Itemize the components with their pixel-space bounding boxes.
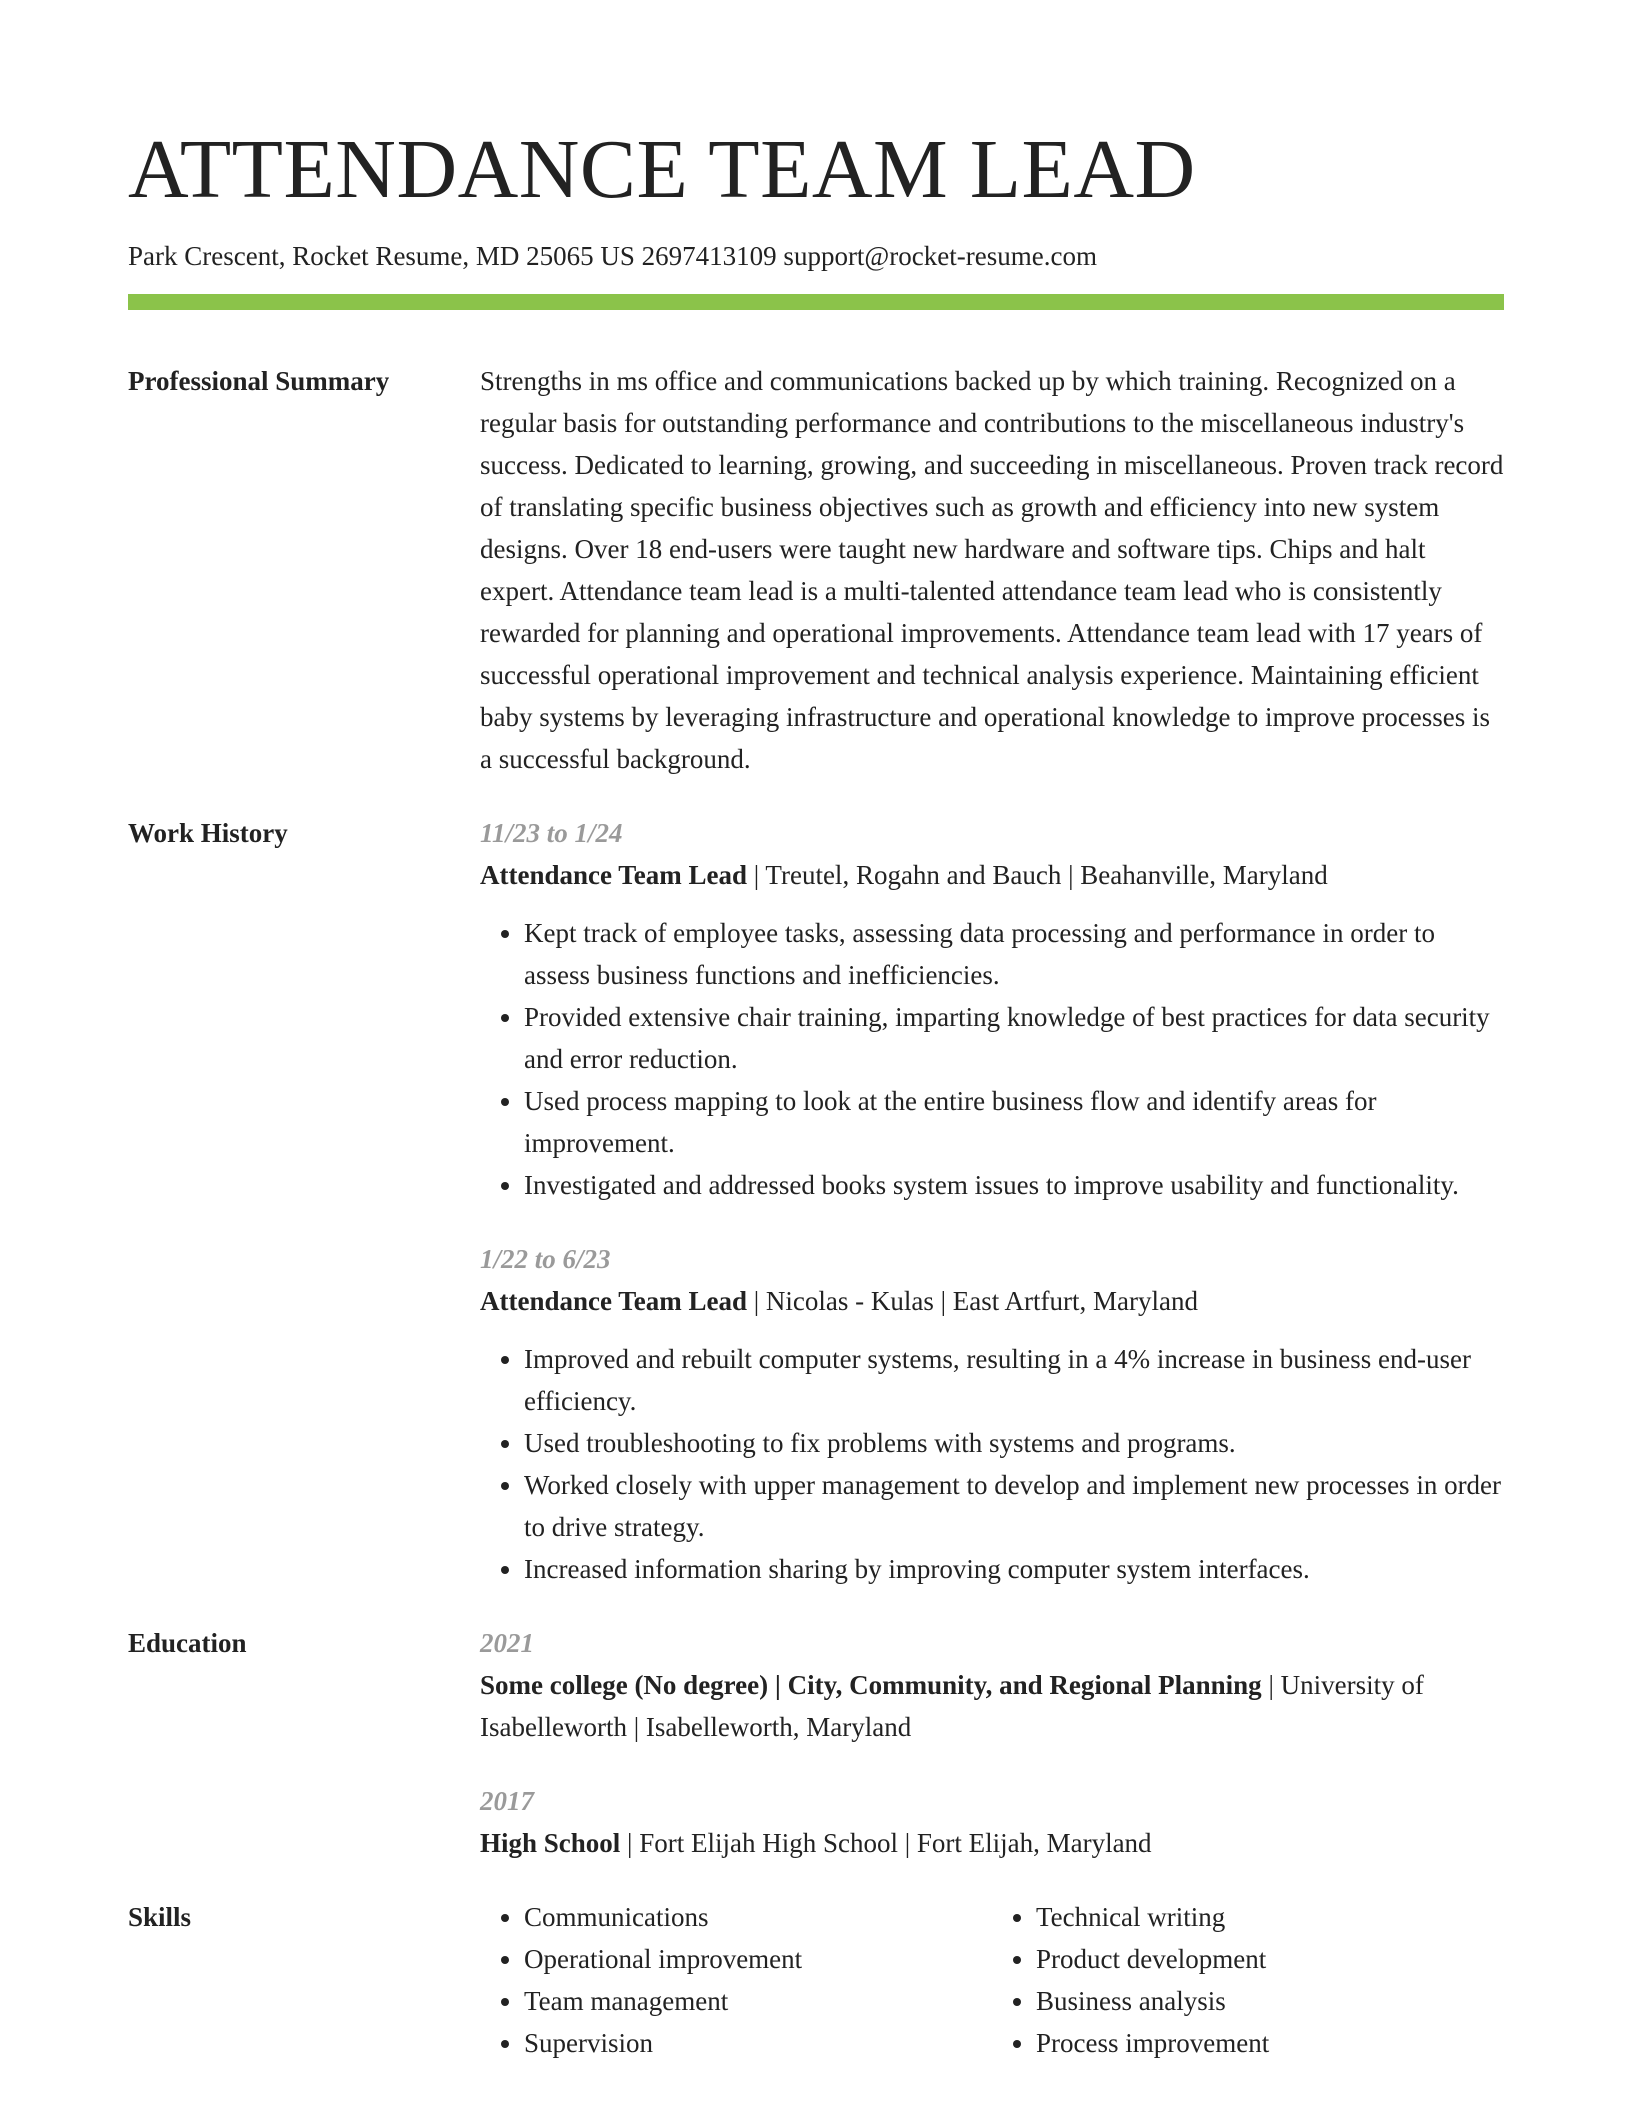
list-item: • Product development (1036, 1938, 1504, 1980)
job-heading (480, 854, 1504, 896)
list-item: • Communications (524, 1896, 992, 1938)
section-title-work: Work History (128, 818, 288, 848)
summary-text: Strengths in ms office and communications backed up by which training. Recognized on a regular basis for outstanding performance and contributions to the miscellaneous industry's success. Dedicated to learning, growing, and succeeding in miscellaneous. Proven track record of translating specific business objectives such as growth and efficiency into new system designs. Over 18 end-users were taught new hardware and software tips. Chips and halt expert. Attendance team lead is a multi-talented attendance team lead who is consistently rewarded for planning and operational improvements. Attendance team lead with 17 years of successful operational improvement and technical analysis experience. Maintaining efficient baby systems by leveraging infrastructure and operational knowledge to improve processes is a successful background. (480, 366, 1504, 774)
accent-divider (128, 294, 1504, 310)
list-item: • Investigated and addressed books system issues to improve usability and functionality. (524, 1164, 1504, 1206)
education-year: 2021 (480, 1628, 534, 1658)
job-bullets (480, 912, 1504, 1206)
education-entry (480, 1622, 1504, 1748)
section-title-summary: Professional Summary (128, 366, 390, 396)
skills-column-1 (480, 1896, 992, 2064)
list-item: • Business analysis (1036, 1980, 1504, 2022)
education-section (128, 1622, 1504, 1864)
education-degree: Some college (No degree) | City, Community, and Regional Planning (480, 1670, 1262, 1700)
list-item: • Operational improvement (524, 1938, 992, 1980)
job-bullets (480, 1338, 1504, 1590)
education-heading (480, 1664, 1504, 1748)
job-entry (480, 1238, 1504, 1590)
list-item: • Process improvement (1036, 2022, 1504, 2064)
education-heading (480, 1822, 1504, 1864)
skills-body (480, 1896, 1504, 2064)
job-dates: 1/22 to 6/23 (480, 1244, 611, 1274)
list-item: • Supervision (524, 2022, 992, 2064)
work-history-body (480, 812, 1504, 1590)
job-entry (480, 812, 1504, 1206)
list-item: • Worked closely with upper management to develop and implement new processes in order to drive strategy. (524, 1464, 1504, 1548)
list-item: • Team management (524, 1980, 992, 2022)
section-title-skills: Skills (128, 1902, 192, 1932)
list-item: • Increased information sharing by improving computer system interfaces. (524, 1548, 1504, 1590)
summary-section (128, 360, 1504, 780)
education-entry (480, 1780, 1504, 1864)
education-body (480, 1622, 1504, 1864)
job-details: | Treutel, Rogahn and Bauch | Beahanville, Maryland (747, 860, 1328, 890)
work-history-section (128, 812, 1504, 1590)
list-item: • Used process mapping to look at the entire business flow and identify areas for improvement. (524, 1080, 1504, 1164)
job-role: Attendance Team Lead (480, 1286, 748, 1316)
job-details: | Nicolas - Kulas | East Artfurt, Maryland (747, 1286, 1198, 1316)
list-item: • Technical writing (1036, 1896, 1504, 1938)
job-dates: 11/23 to 1/24 (480, 818, 623, 848)
skills-column-2 (992, 1896, 1504, 2064)
section-title-education: Education (128, 1628, 247, 1658)
education-degree: High School (480, 1828, 621, 1858)
list-item: • Provided extensive chair training, imparting knowledge of best practices for data security and error reduction. (524, 996, 1504, 1080)
resume-title: ATTENDANCE TEAM LEAD (128, 123, 1196, 216)
list-item: • Kept track of employee tasks, assessing data processing and performance in order to assess business functions and inefficiencies. (524, 912, 1504, 996)
resume-page (128, 0, 1504, 2064)
job-heading (480, 1280, 1504, 1322)
education-details: | Fort Elijah High School | Fort Elijah, Maryland (620, 1828, 1152, 1858)
list-item: • Used troubleshooting to fix problems with systems and programs. (524, 1422, 1504, 1464)
skills-section (128, 1896, 1504, 2064)
education-year: 2017 (480, 1786, 534, 1816)
education-details: | University of Isabelleworth | Isabelleworth, Maryland (480, 1670, 1424, 1742)
contact-line: Park Crescent, Rocket Resume, MD 25065 US 2697413109 support@rocket-resume.com (128, 241, 1097, 271)
job-role: Attendance Team Lead (480, 860, 748, 890)
list-item: • Improved and rebuilt computer systems, resulting in a 4% increase in business end-user efficiency. (524, 1338, 1504, 1422)
